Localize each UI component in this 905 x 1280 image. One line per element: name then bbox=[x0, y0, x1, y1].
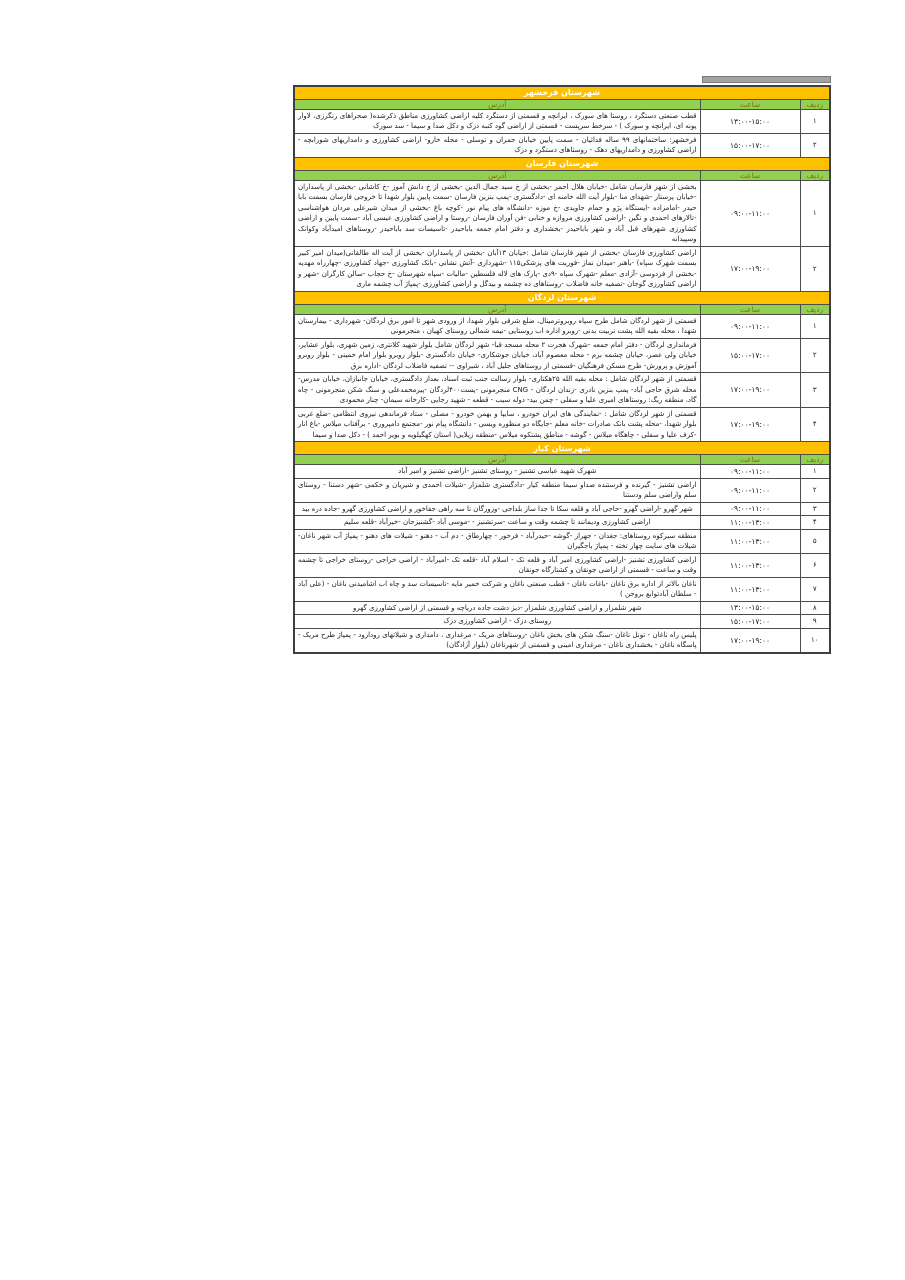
section-header-row bbox=[294, 291, 830, 304]
outage-address: منطقه سبزکوه روستاهای: جغدان - جهراز -گوشه -حیدرآباد - فرخور - چهارطاق - دم آب - دهنو - شیلات های دهنو - پمپاژ آب شهر ناغان- شیلات های سایت چهار تخته - پمپاژ باجگیران bbox=[294, 529, 700, 553]
outage-row bbox=[294, 246, 830, 291]
outage-address: اراضی تشنیز - گیرنده و فرستنده صداو سیما منطقه کیار -دادگستری شلمزار -شیلات احمدی و شیریان و حکمی -شهر دستنا - روستای سلم واراضی سلم ودستنا bbox=[294, 478, 700, 502]
outage-address: اراضی کشاورزی تشنیز -اراضی کشاورزی امیر آباد و قلعه تک - اسلام آباد -قلعه تک -امیرآباد - اراضی خراجی -روستای خراجی تا چشمه وقت و ساعت - قسمتی از اراضی جونقان و کشتارگاه جونقان bbox=[294, 553, 700, 577]
outage-address: قسمتی از شهر لردگان شامل : -نمایندگی های ایران خودرو ، سایپا و بهمن خودرو - مصلی - ستاد فرماندهی نیروی انتظامی -ضلع غربی بلوار شهدا، -محله پشت بانک صادرات -خانه معلم -جایگاه دو منظوره ویسی - دانشگاه پیام نور -مجتمع دامپروری - برآفتاب میلاس -باغ انار -کرف علیا و سفلی - چاهگاه میلاس - گوشه - مناطق پشتکوه میلاس -منطقه زیلایی( استان کهگیلویه و بویر احمد ) - دکل صدا و سیما bbox=[294, 407, 700, 442]
row-number: ۲ bbox=[800, 338, 830, 373]
section-title: شهرستان لردگان bbox=[294, 291, 830, 304]
outage-schedule-area bbox=[293, 76, 831, 654]
row-number: ۱ bbox=[800, 180, 830, 246]
column-header-radif: ردیف bbox=[800, 304, 830, 314]
outage-time: ۱۱:۰۰-۱۳:۰۰ bbox=[700, 529, 800, 553]
outage-row bbox=[294, 314, 830, 338]
section-header-row bbox=[294, 157, 830, 170]
column-header-row bbox=[294, 99, 830, 109]
outage-address: قسمتی از شهر لردگان شامل : محله بقیه الله ۲۵هکتاری- بلوار رسالت جنب ثبت اسناد، بعداز دادگستری، خیابان جانبازان، خیابان مدرس- محله شرق حاجی آباد- پمپ بنزین نادری -زندان لردگان - CNG منجرمونی -پست۴۰۰لردگان -پیرمحمدعلی و سنگ شکن منجرمونی - چاه گاد، منطقه ریگ: روستاهای امیری علیا و سفلی - چمن بید- دوله سیب - قطعه - شهید رجایی -کارخانه سیمان- چنار محمودی bbox=[294, 373, 700, 408]
outage-row bbox=[294, 502, 830, 516]
outage-row bbox=[294, 628, 830, 653]
outage-time: ۱۷:۰۰-۱۹:۰۰ bbox=[700, 407, 800, 442]
outage-schedule-table bbox=[293, 85, 831, 654]
outage-address: پلیس راه ناغان - تونل ناغان -سنگ شکن های بخش ناغان -روستاهای مریک - مرغداری ، دامداری و شیلاتهای رودارود - پمپاژ طرح مریک - پاسگاه ناغان - بخشداری ناغان - مرغداری امینی و قسمتی از شهرناغان (بلوار آزادگان) bbox=[294, 628, 700, 653]
column-header-address: آدرس bbox=[294, 170, 700, 180]
outage-address: شهر شلمزار و اراضی کشاورزی شلمزار -دیز دشت جاده دریاچه و قسمتی از اراضی کشاورزی گهرو bbox=[294, 601, 700, 615]
outage-address: اراضی کشاورزی فارسان -بخشی از شهر فارسان شامل :خیابان ۱۳آبان -بخشی از پاسداران -بخشی از آیت اله طالقانی(میدان امیر کبیر بسمت شهرک سپاه) -باهنر -میدان نماز -فوریت های پزشکی۱۱۵ -شهرداری -آتش نشانی -بانک کشاورزی -جهاد کشاورزی -چهارراه مهدیه -بخشی از فردوسی -آزادی -معلم -شهرک سپاه -۹دی -پارک های لاله فلسطین -مالیات -سپاه شهرستان -خ حجاب -سالن کارگران -شهر و اراضی کشاورزی گوجان -تصفیه خانه فاضلاب -روستاهای ده چشمه و بیدگل و اراضی کشاورزی -پمپاژ آب چشمه ماری bbox=[294, 246, 700, 291]
outage-row bbox=[294, 478, 830, 502]
outage-time: ۱۷:۰۰-۱۹:۰۰ bbox=[700, 628, 800, 653]
row-number: ۶ bbox=[800, 553, 830, 577]
outage-row bbox=[294, 180, 830, 246]
outage-address: قسمتی از شهر لردگان شامل طرح سپاه روبروترمینال، ضلع شرقی بلوار شهدا، از ورودی شهر تا امور برق لردگان- شهرداری - بیمارستان شهدا ، محله بقیه الله پشت تربیت بدنی -روبرو اداره اب روستایی -نیمه شمالی روستای کهیان ، منجرمونی bbox=[294, 314, 700, 338]
row-number: ۲ bbox=[800, 478, 830, 502]
cutoff-row-wrap bbox=[293, 76, 831, 83]
section-header-row bbox=[294, 442, 830, 455]
outage-time: ۱۳:۰۰-۱۵:۰۰ bbox=[700, 109, 800, 133]
outage-time: ۰۹:۰۰-۱۱:۰۰ bbox=[700, 180, 800, 246]
outage-row bbox=[294, 577, 830, 601]
row-number: ۷ bbox=[800, 577, 830, 601]
outage-row bbox=[294, 615, 830, 629]
column-header-radif: ردیف bbox=[800, 99, 830, 109]
row-number: ۴ bbox=[800, 407, 830, 442]
outage-time: ۰۹:۰۰-۱۱:۰۰ bbox=[700, 502, 800, 516]
column-header-saat: ساعت bbox=[700, 99, 800, 109]
row-number: ۱ bbox=[800, 109, 830, 133]
outage-row bbox=[294, 529, 830, 553]
outage-row bbox=[294, 338, 830, 373]
column-header-radif: ردیف bbox=[800, 455, 830, 465]
outage-address: قطب صنعتی دستگرد ، روستا های سورک ، ایرانچه و قسمتی از دستگرد کلیه اراضی کشاورزی مناطق ذکرشده( صحراهای رنگرزی، لاوار پونه ای، ایرانچه و سورک ) - سرخط سرپست - قسمتی از اراضی گود کنبه دزک و دکل صدا و سیما - سد سورک bbox=[294, 109, 700, 133]
section-header-row bbox=[294, 86, 830, 99]
row-number: ۱ bbox=[800, 314, 830, 338]
outage-time: ۱۷:۰۰-۱۹:۰۰ bbox=[700, 246, 800, 291]
outage-address: شهر گهرو -اراضی گهرو -حاجی آباد و قلعه سکا تا جدا ساز بلداجی -وزورگان تا سه راهی جفاخور و اراضی کشاورزی گهرو -جاده دره بید bbox=[294, 502, 700, 516]
column-header-address: آدرس bbox=[294, 455, 700, 465]
row-number: ۸ bbox=[800, 601, 830, 615]
cutoff-gray-bar bbox=[702, 76, 831, 83]
section-title: شهرستان فارسان bbox=[294, 157, 830, 170]
outage-row bbox=[294, 109, 830, 133]
row-number: ۴ bbox=[800, 516, 830, 530]
column-header-saat: ساعت bbox=[700, 455, 800, 465]
outage-time: ۱۷:۰۰-۱۹:۰۰ bbox=[700, 373, 800, 408]
column-header-radif: ردیف bbox=[800, 170, 830, 180]
outage-time: ۱۵:۰۰-۱۷:۰۰ bbox=[700, 338, 800, 373]
outage-row bbox=[294, 133, 830, 157]
outage-row bbox=[294, 465, 830, 479]
outage-address: اراضی کشاورزی ودیمانند تا چشمه وقت و ساعت -سرتشنیز - -موسی آباد -گشنیزجان -خیرآباد -قلعه سلیم bbox=[294, 516, 700, 530]
outage-row bbox=[294, 516, 830, 530]
outage-time: ۰۹:۰۰-۱۱:۰۰ bbox=[700, 314, 800, 338]
row-number: ۳ bbox=[800, 502, 830, 516]
outage-time: ۰۹:۰۰-۱۱:۰۰ bbox=[700, 465, 800, 479]
outage-row bbox=[294, 553, 830, 577]
outage-address: بخشی از شهر فارسان شامل -خیابان هلال احمر -بخشی از خ سید جمال الدین -بخشی از خ دانش آموز -خ کاشانی -بخشی از پاسداران -خیابان پرستار -شهدای منا -بلوار آیت الله خامنه ای -دادگستری -پمپ بنزین فارسان -سمت پایین بلوار شهدا تا خروجی فارسان بسمت بابا حیدر -امامزاده -ایستگاه پژو و حمام جاویدی -خ موزه -دانشگاه های پیام نور -کوچه باغ -بخشی از میدان شیرعلی مردان هواشناسی -تالارهای احمدی و نگین -اراضی کشاورزی مروازه و خنابی -فن آوران فارسان -روستا و اراضی کشاورزی عیسی آباد -سمت پایین و اراضی کشاورزی شهرهای قبل آباد و شهر باباحیدر -بخشداری و دفتر امام جمعه باباحیدر -تاسیسات سد باباحیدر -روستاهای امیدآباد وکوانک وسپیدانه bbox=[294, 180, 700, 246]
column-header-row bbox=[294, 170, 830, 180]
outage-time: ۱۱:۰۰-۱۳:۰۰ bbox=[700, 553, 800, 577]
column-header-row bbox=[294, 455, 830, 465]
outage-address: روستای دزک - اراضی کشاورزی دزک bbox=[294, 615, 700, 629]
outage-address: شهرک شهید عباسی تشنیز - روستای تشنیز -اراضی تشنیز و امیر آباد bbox=[294, 465, 700, 479]
outage-row bbox=[294, 407, 830, 442]
outage-address: ناغان بالاتر از اداره برق ناغان -باغات ناغان - قطب صنعتی ناغان و شرکت خمیر مایه -تاسیسات سد و چاه اب اشامیدنی ناغان - (علی آباد - سلطان آبادتوابع بروجن ) bbox=[294, 577, 700, 601]
outage-address: فرمانداری لردگان - دفتر امام جمعه -شهرک هجرت ۲ محله مسجد قبا- شهر لردگان شامل بلوار شهید کلانتری، زمین شهری، بلوار عشایر، خیابان ولی عصر، خیابان چشمه برم - محله معصوم آباد، خیابان جوشکاری- خیابان دادگستری -بلوار روبرو بلوار امام خمینی - بلوار روبرو آموزش و پرورش- طرح مسکن فرهنگیان -قسمتی از روستاهای جلیل آباد ، شیراوی -- تصفیه فاضلاب لردگان -اداره برق bbox=[294, 338, 700, 373]
column-header-row bbox=[294, 304, 830, 314]
row-number: ۱ bbox=[800, 465, 830, 479]
outage-time: ۱۱:۰۰-۱۳:۰۰ bbox=[700, 516, 800, 530]
row-number: ۲ bbox=[800, 246, 830, 291]
column-header-address: آدرس bbox=[294, 99, 700, 109]
column-header-address: آدرس bbox=[294, 304, 700, 314]
row-number: ۲ bbox=[800, 133, 830, 157]
section-title: شهرستان کیار bbox=[294, 442, 830, 455]
column-header-saat: ساعت bbox=[700, 304, 800, 314]
section-title: شهرستان فرخشهر bbox=[294, 86, 830, 99]
row-number: ۹ bbox=[800, 615, 830, 629]
column-header-saat: ساعت bbox=[700, 170, 800, 180]
outage-time: ۰۹:۰۰-۱۱:۰۰ bbox=[700, 478, 800, 502]
outage-row bbox=[294, 601, 830, 615]
outage-address: فرخشهر: ساختمانهای ۹۹ ساله فدائیان - سمت پایین خیابان جمران و توسلی - محله خارو- اراضی کشاورزی و دامداریهای شورابچه - اراضی کشاورزی و دامداریهای دهک - روستاهای دستگرد و دزک bbox=[294, 133, 700, 157]
row-number: ۳ bbox=[800, 373, 830, 408]
outage-time: ۱۳:۰۰-۱۵:۰۰ bbox=[700, 601, 800, 615]
outage-time: ۱۵:۰۰-۱۷:۰۰ bbox=[700, 615, 800, 629]
outage-row bbox=[294, 373, 830, 408]
outage-time: ۱۵:۰۰-۱۷:۰۰ bbox=[700, 133, 800, 157]
row-number: ۵ bbox=[800, 529, 830, 553]
outage-time: ۱۱:۰۰-۱۳:۰۰ bbox=[700, 577, 800, 601]
row-number: ۱۰ bbox=[800, 628, 830, 653]
